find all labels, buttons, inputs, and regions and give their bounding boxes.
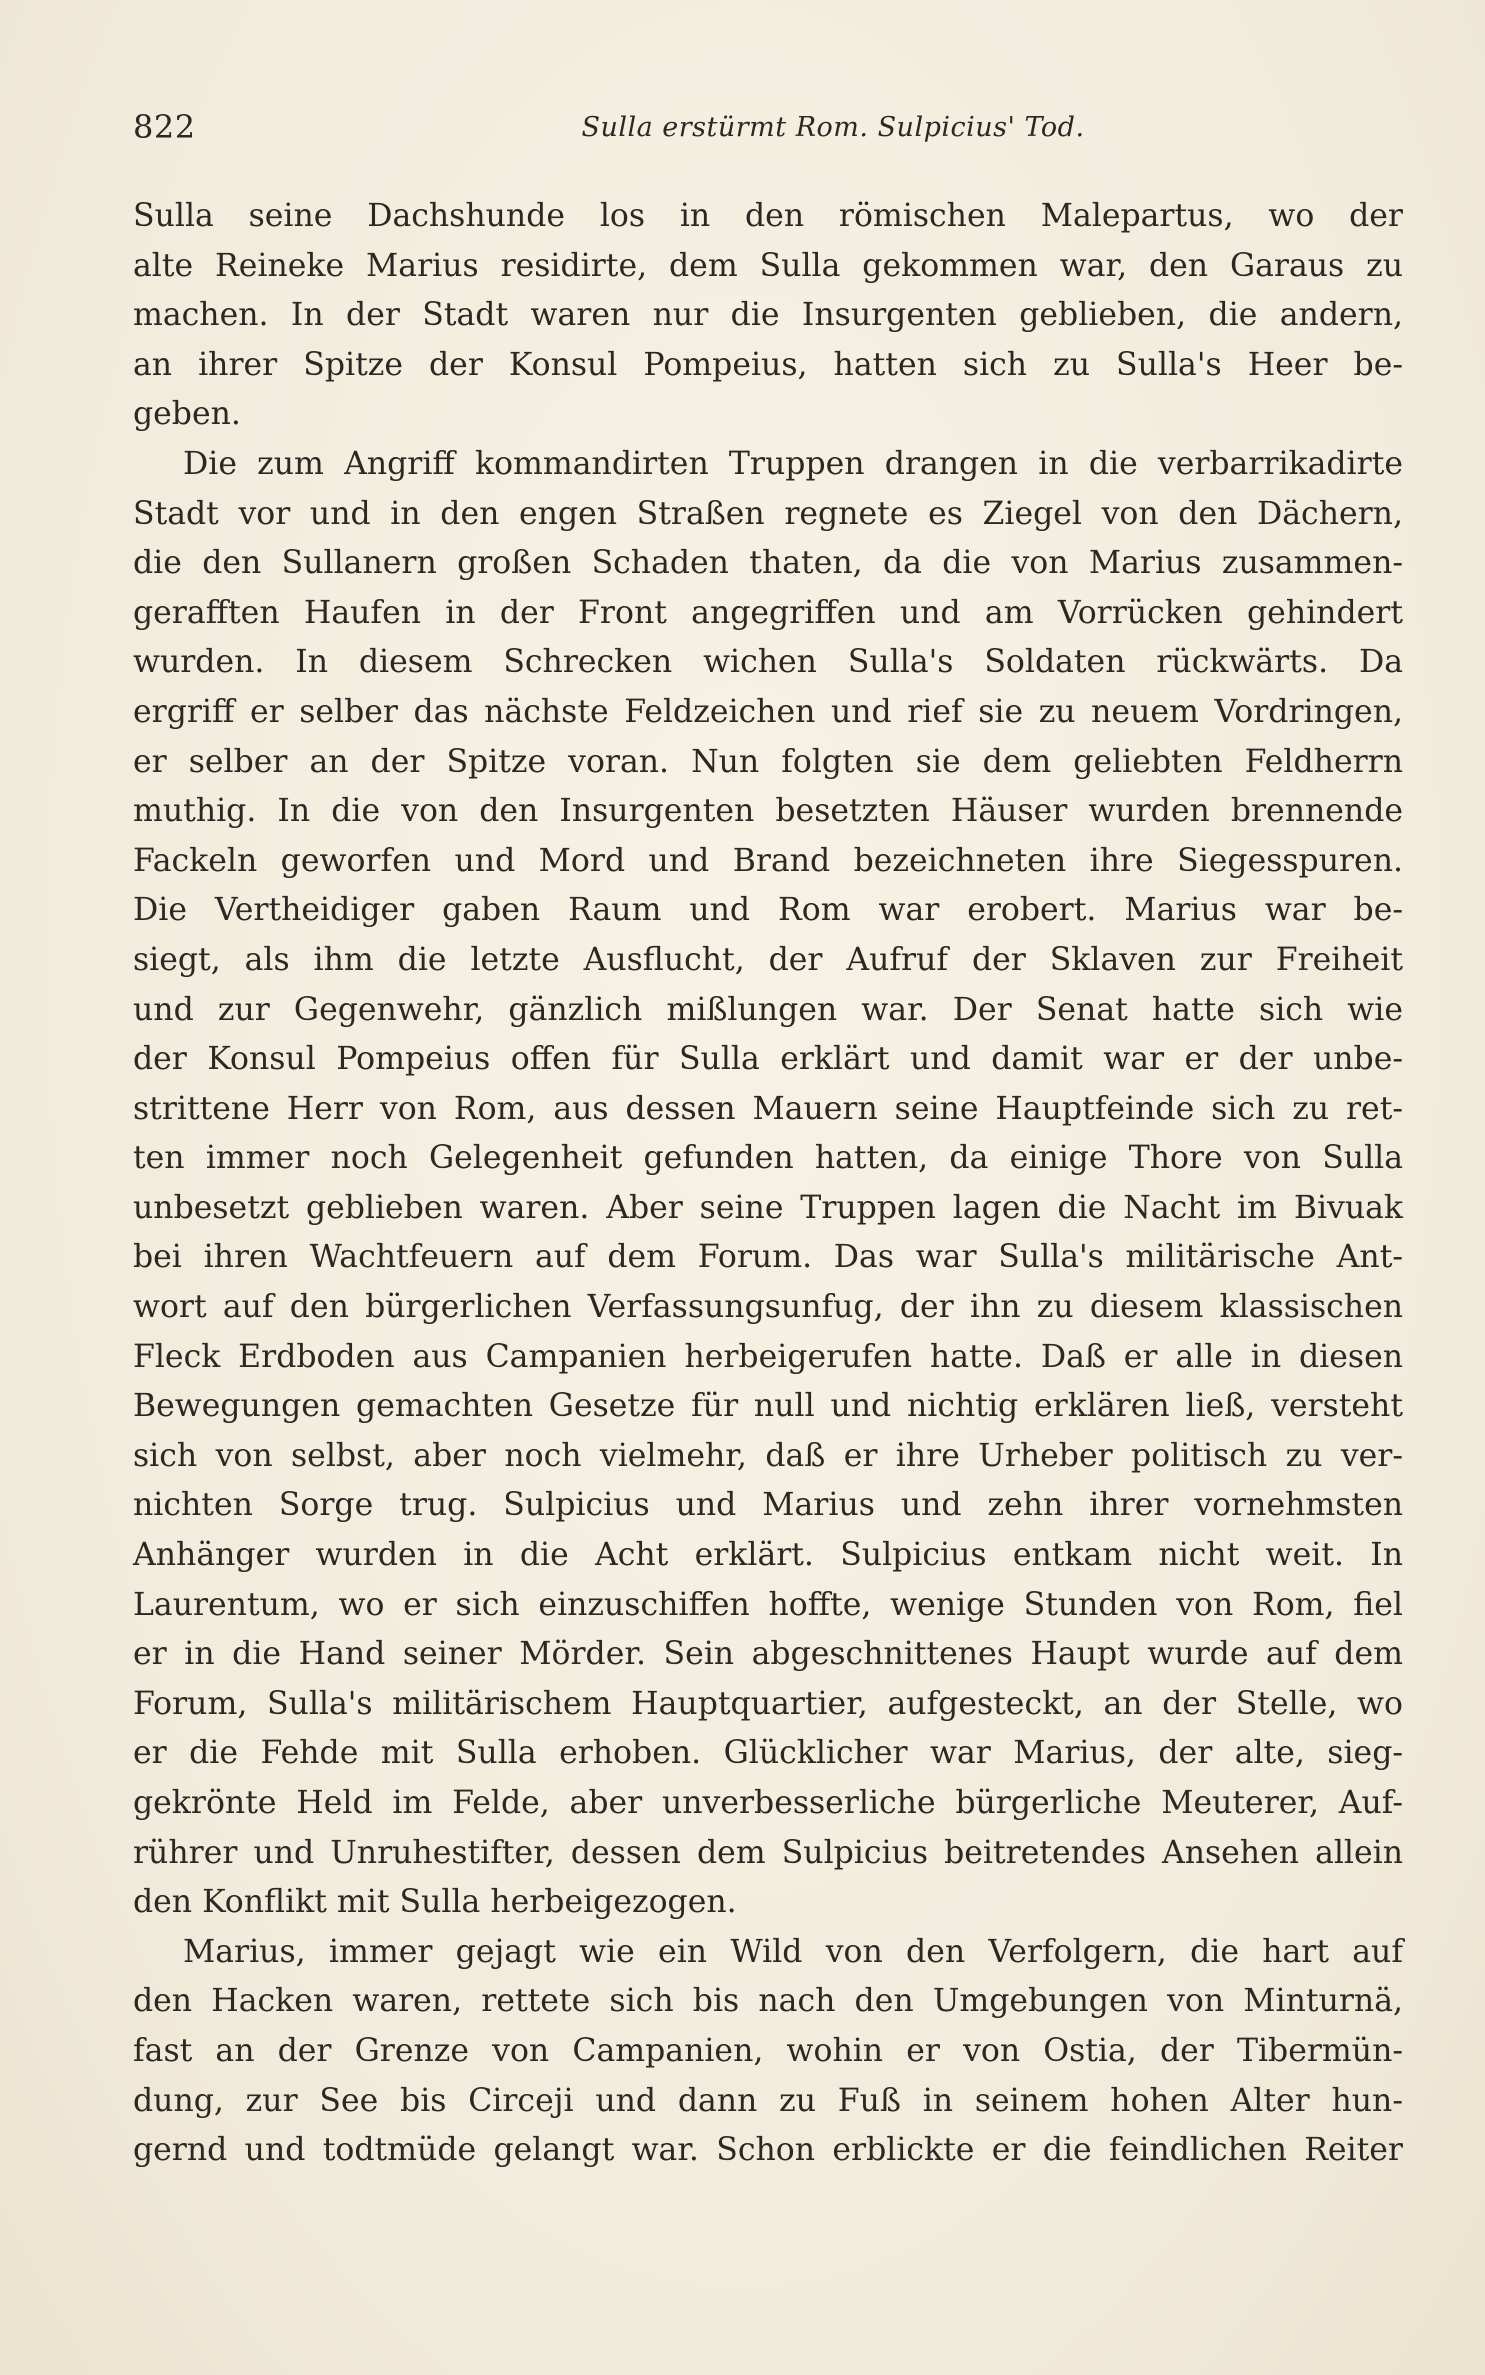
text-line: die den Sullanern großen Schaden thaten, da die von Marius zusammen- (133, 545, 1403, 582)
text-line: den Hacken waren, rettete sich bis nach den Umgebungen von Minturnä, (133, 1983, 1403, 2020)
text-line: Marius, immer gejagt wie ein Wild von den Verfolgern, die hart auf (183, 1933, 1403, 1970)
text-line: Anhänger wurden in die Acht erklärt. Sulpicius entkam nicht weit. In (133, 1537, 1403, 1574)
text-line: wurden. In diesem Schrecken wichen Sulla's Soldaten rückwärts. Da (133, 644, 1403, 681)
text-line: machen. In der Stadt waren nur die Insurgenten geblieben, die andern, (133, 297, 1403, 334)
text-line: dung, zur See bis Circeji und dann zu Fuß in seinem hohen Alter hun- (133, 2082, 1403, 2119)
text-line: muthig. In die von den Insurgenten besetzten Häuser wurden brennende (133, 793, 1403, 830)
text-line: Die Vertheidiger gaben Raum und Rom war erobert. Marius war be- (133, 892, 1403, 929)
text-line: sich von selbst, aber noch vielmehr, daß er ihre Urheber politisch zu ver- (133, 1437, 1403, 1474)
text-line: nichten Sorge trug. Sulpicius und Marius und zehn ihrer vornehmsten (133, 1487, 1403, 1524)
text-line: gernd und todtmüde gelangt war. Schon erblickte er die feindlichen Reiter (133, 2132, 1403, 2169)
text-line: er in die Hand seiner Mörder. Sein abgeschnittenes Haupt wurde auf dem (133, 1636, 1403, 1673)
text-line: fast an der Grenze von Campanien, wohin er von Ostia, der Tibermün- (133, 2032, 1403, 2069)
text-line: er selber an der Spitze voran. Nun folgten sie dem geliebten Feldherrn (133, 743, 1403, 780)
text-line: Forum, Sulla's militärischem Hauptquartier, aufgesteckt, an der Stelle, wo (133, 1685, 1403, 1722)
text-line: gerafften Haufen in der Front angegriffen und am Vorrücken gehindert (133, 594, 1403, 631)
text-line: Fleck Erdboden aus Campanien herbeigerufen hatte. Daß er alle in diesen (133, 1338, 1403, 1375)
page-header (133, 108, 1413, 152)
text-line: Stadt vor und in den engen Straßen regnete es Ziegel von den Dächern, (133, 495, 1403, 532)
text-line: gekrönte Held im Felde, aber unverbesserliche bürgerliche Meuterer, Auf- (133, 1785, 1403, 1821)
text-line: geben. (133, 396, 241, 433)
text-line: alte Reineke Marius residirte, dem Sulla gekommen war, den Garaus zu (133, 247, 1403, 284)
text-line: siegt, als ihm die letzte Ausflucht, der Aufruf der Sklaven zur Freiheit (133, 941, 1403, 978)
text-line: den Konflikt mit Sulla herbeigezogen. (133, 1884, 737, 1921)
text-line: Die zum Angriff kommandirten Truppen drangen in die verbarrikadirte (183, 445, 1403, 482)
text-line: Bewegungen gemachten Gesetze für null und nichtig erklären ließ, versteht (133, 1388, 1403, 1425)
text-line: unbesetzt geblieben waren. Aber seine Truppen lagen die Nacht im Bivuak (133, 1189, 1403, 1226)
text-line: der Konsul Pompeius offen für Sulla erklärt und damit war er der unbe- (133, 1041, 1403, 1078)
text-line: rührer und Unruhestifter, dessen dem Sulpicius beitretendes Ansehen allein (133, 1834, 1403, 1871)
text-line: ergriff er selber das nächste Feldzeichen und rief sie zu neuem Vordringen, (133, 693, 1403, 730)
text-line: Sulla seine Dachshunde los in den römischen Malepartus, wo der (133, 198, 1403, 234)
page-number: 822 (133, 108, 196, 146)
running-head: Sulla erstürmt Rom. Sulpicius' Tod. (581, 112, 1085, 143)
text-line: und zur Gegenwehr, gänzlich mißlungen war. Der Senat hatte sich wie (133, 991, 1403, 1028)
body-text (133, 192, 1403, 2176)
text-line: Fackeln geworfen und Mord und Brand bezeichneten ihre Siegesspuren. (133, 842, 1403, 879)
text-line: bei ihren Wachtfeuern auf dem Forum. Das war Sulla's militärische Ant- (133, 1239, 1403, 1276)
text-line: er die Fehde mit Sulla erhoben. Glücklicher war Marius, der alte, sieg- (133, 1735, 1403, 1772)
text-line: strittene Herr von Rom, aus dessen Mauern seine Hauptfeinde sich zu ret- (133, 1090, 1403, 1127)
text-line: wort auf den bürgerlichen Verfassungsunfug, der ihn zu diesem klassischen (133, 1289, 1403, 1326)
text-line: Laurentum, wo er sich einzuschiffen hoffte, wenige Stunden von Rom, fiel (133, 1586, 1403, 1623)
text-line: an ihrer Spitze der Konsul Pompeius, hatten sich zu Sulla's Heer be- (133, 346, 1403, 383)
text-line: ten immer noch Gelegenheit gefunden hatten, da einige Thore von Sulla (133, 1140, 1403, 1177)
